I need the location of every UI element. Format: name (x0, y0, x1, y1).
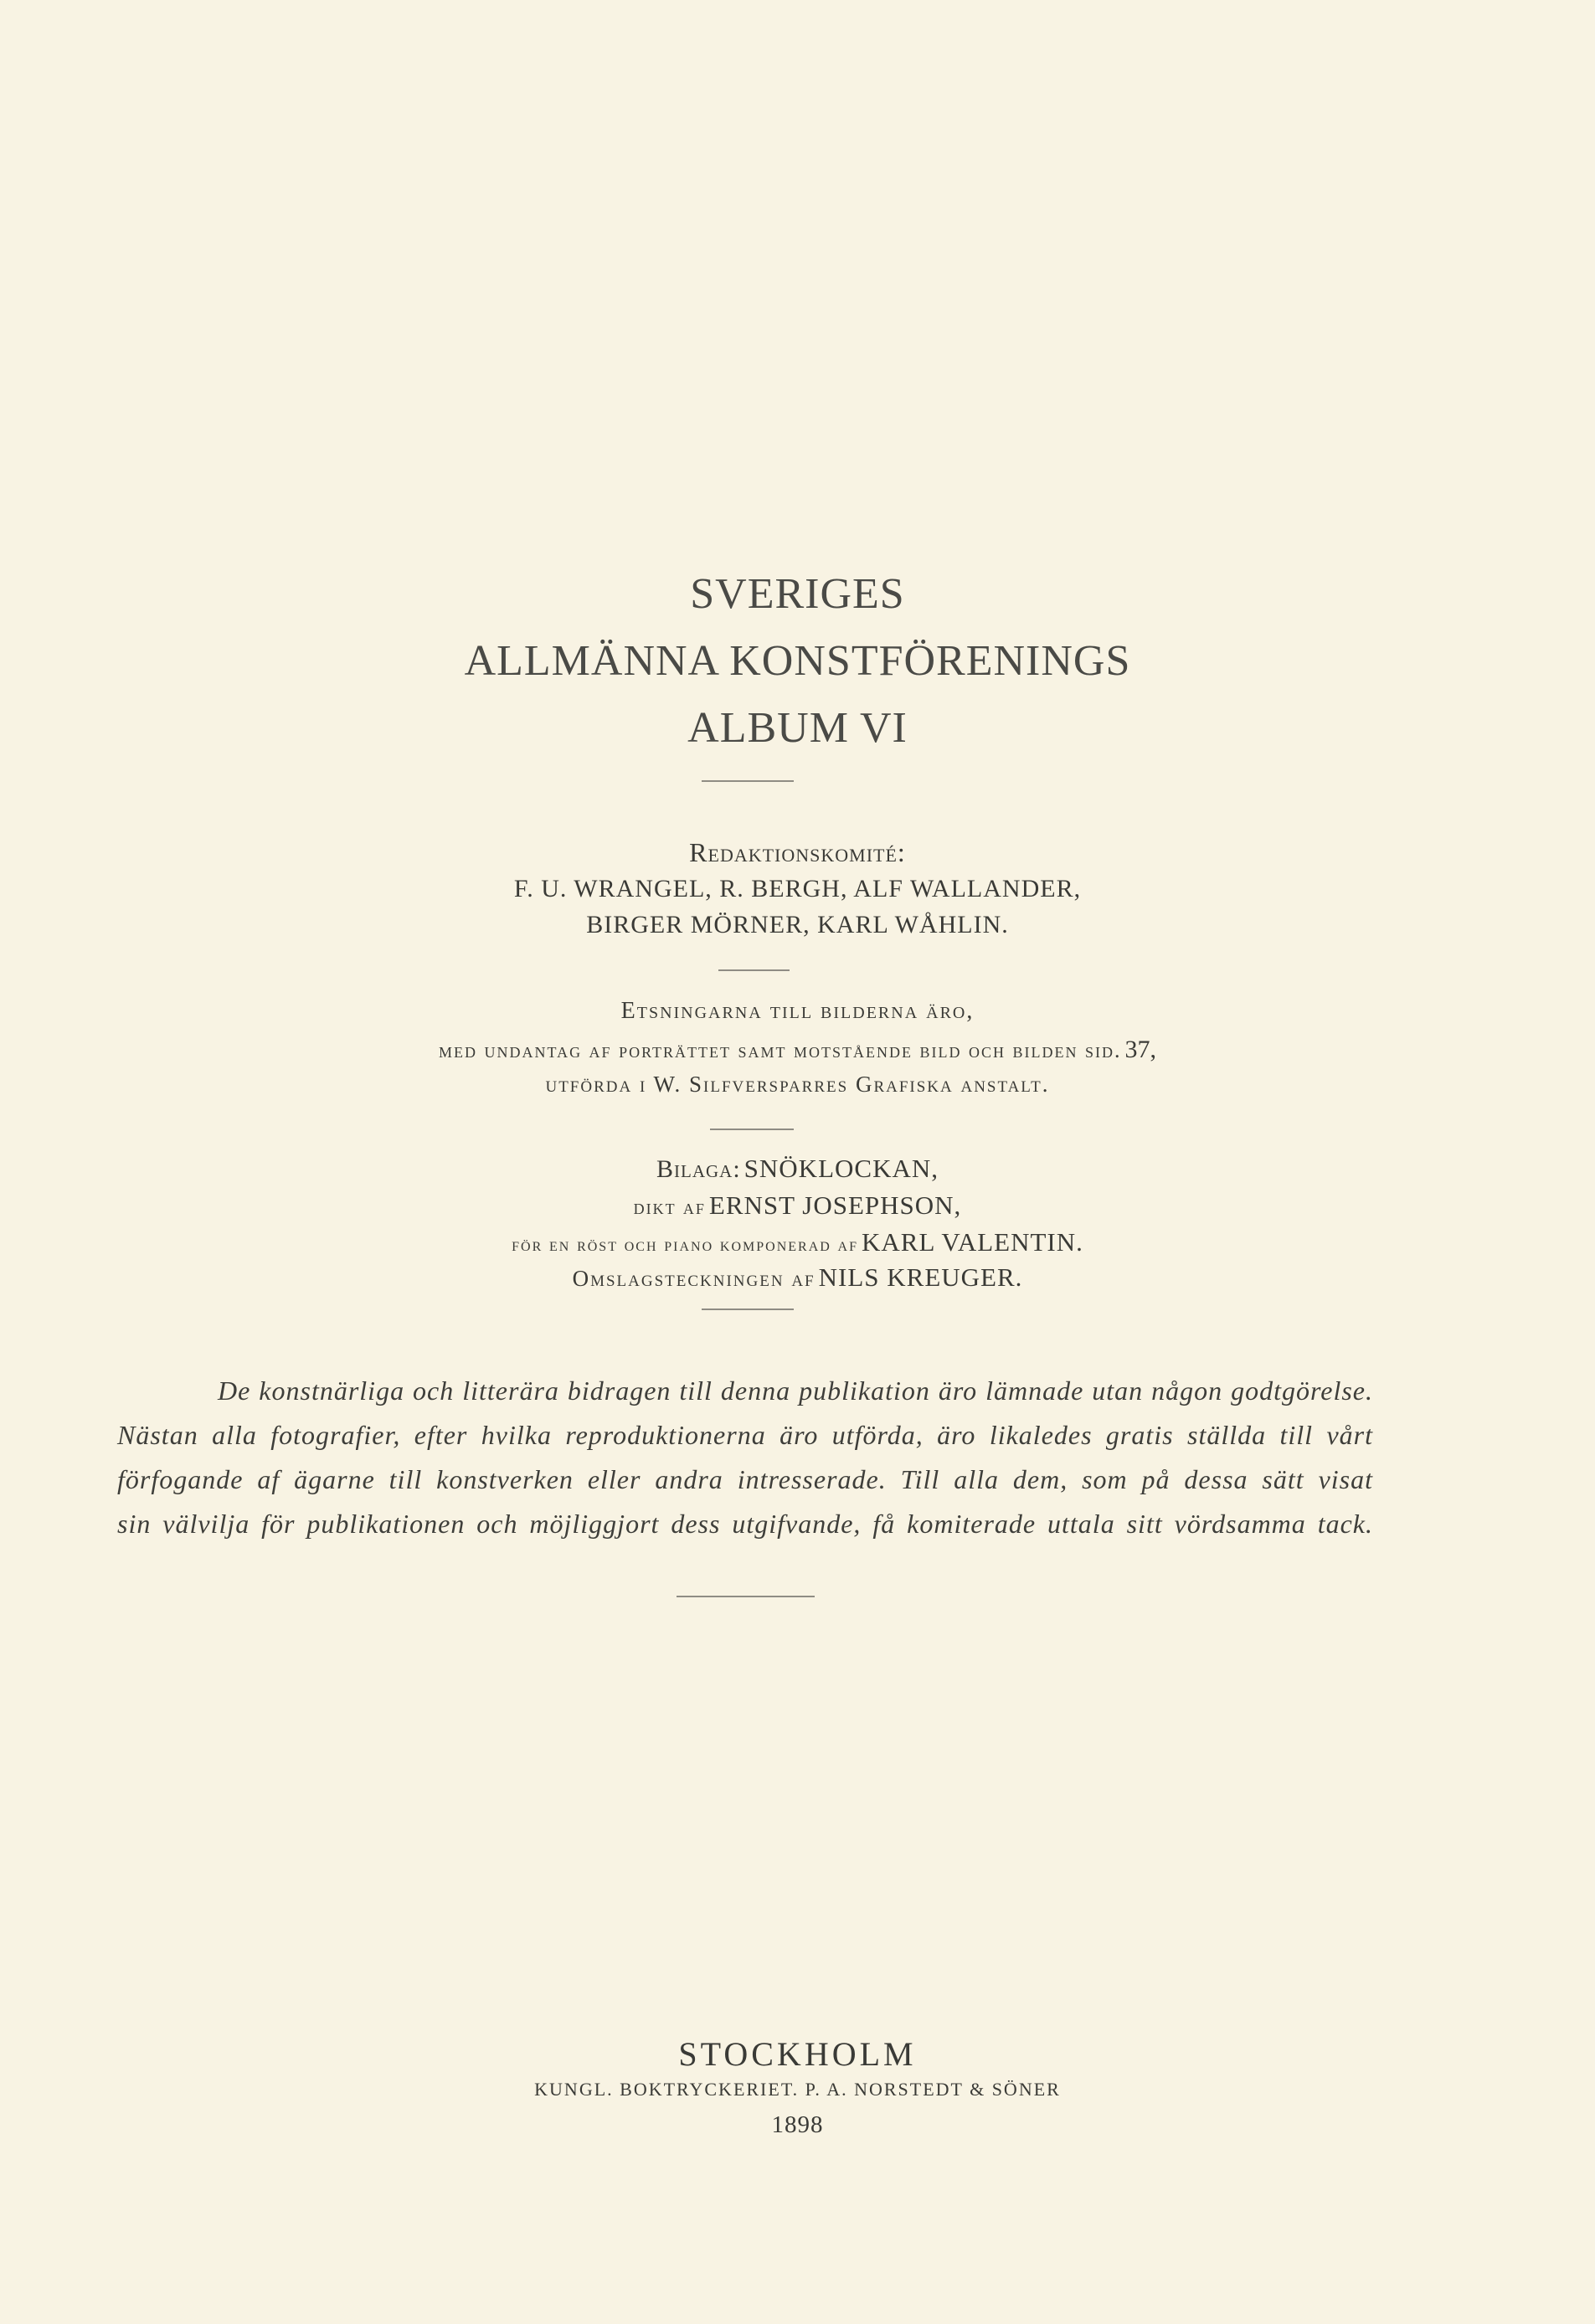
divider-rule-3 (710, 1129, 794, 1130)
composed-by-label: för en röst och piano komponerad af (512, 1234, 858, 1255)
poet-name: ERNST JOSEPHSON, (708, 1190, 962, 1220)
title-line-3: ALBUM VI (687, 704, 908, 752)
committee-line-1: F. U. WRANGEL, R. BERGH, ALF WALLANDER, (513, 875, 1082, 902)
imprint-year: 1898 (771, 2111, 824, 2138)
committee-heading: Redaktionskomité: (689, 837, 906, 867)
supplement-line-4 (0, 1262, 1595, 1293)
acknowledgement-line-2: Nästan alla fotografier, efter hvilka reproduktionerna äro utförda, äro likaledes gratis ställda till vårt (117, 1420, 1373, 1450)
divider-rule-4 (702, 1309, 794, 1310)
supplement-line-3 (0, 1227, 1595, 1257)
etchings-page-number: 37, (1124, 1036, 1156, 1063)
etchings-line-2-text: med undantag af porträttet samt motstående bild och bilden sid. (439, 1038, 1122, 1062)
committee-line-2: BIRGER MÖRNER, KARL WÅHLIN. (586, 911, 1009, 938)
poem-by-label: dikt af (633, 1196, 706, 1219)
acknowledgement-line-1: De konstnärliga och litterära bidragen till denna publikation äro lämnade utan någon godtgörelse. (218, 1375, 1373, 1406)
etchings-line-1: Etsningarna till bilderna äro, (620, 998, 975, 1024)
supplement-line-1 (0, 1154, 1595, 1184)
title-line-1: SVERIGES (690, 570, 905, 618)
imprint-printer: KUNGL. BOKTRYCKERIET. P. A. NORSTEDT & SÖNER (534, 2079, 1061, 2100)
imprint-city: STOCKHOLM (678, 2035, 917, 2073)
cover-drawing-label: Omslagsteckningen af (572, 1266, 816, 1291)
composer-name: KARL VALENTIN. (862, 1227, 1083, 1257)
acknowledgement-line-3: förfogande af ägarne till konstverken eller andra intresserade. Till alla dem, som på dessa sätt visat (117, 1464, 1373, 1494)
divider-rule-2 (718, 969, 790, 971)
acknowledgement-line-4: sin välvilja för publikationen och möjliggjort dess utgifvande, få komiterade uttala sitt vördsamma tack. (117, 1509, 1373, 1539)
title-line-2: ALLMÄNNA KONSTFÖRENINGS (464, 637, 1131, 685)
acknowledgement-paragraph (117, 1369, 1373, 1546)
supplement-title: SNÖKLOCKAN, (743, 1154, 939, 1183)
etchings-line-2 (0, 1036, 1595, 1064)
divider-rule-1 (702, 780, 794, 782)
supplement-line-2 (0, 1190, 1595, 1221)
etchings-line-3: utförda i W. Silfversparres Grafiska anstalt. (545, 1072, 1050, 1097)
divider-rule-5 (677, 1596, 815, 1597)
supplement-label: Bilaga: (656, 1155, 741, 1183)
cover-artist-name: NILS KREUGER. (818, 1262, 1023, 1292)
